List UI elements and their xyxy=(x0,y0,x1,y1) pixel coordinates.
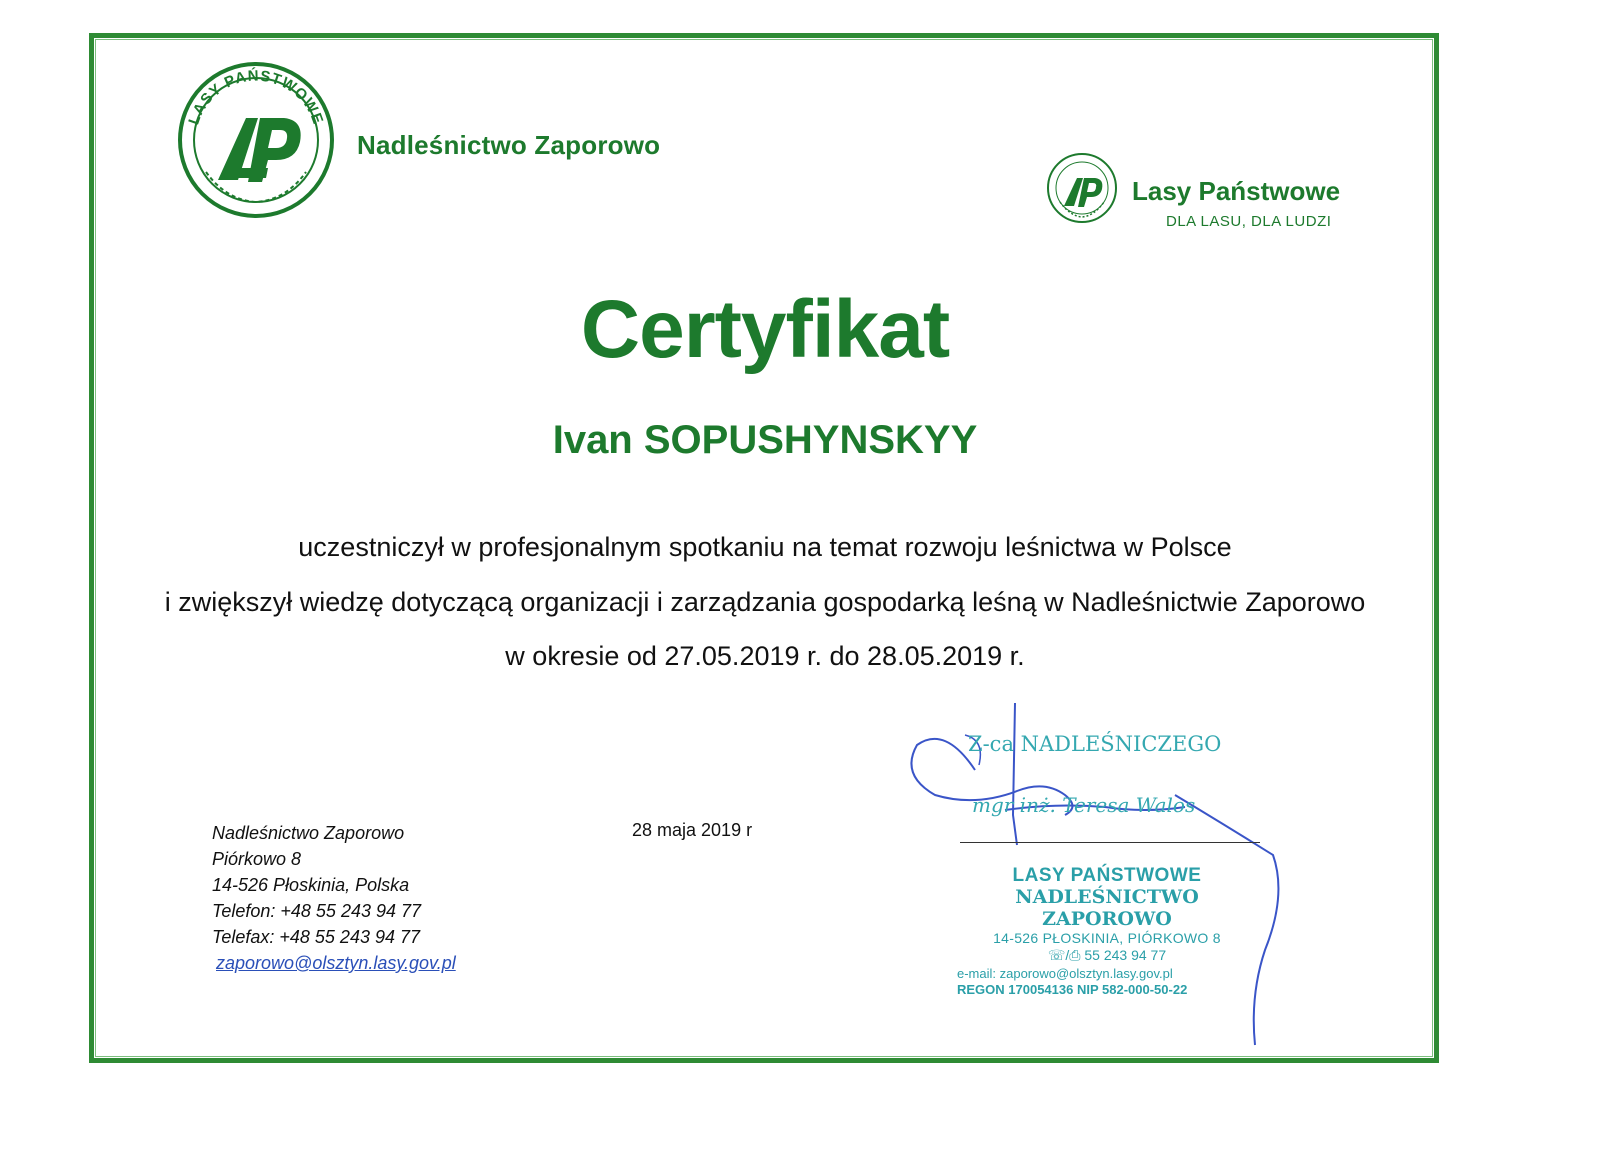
stamp-line-6: REGON 170054136 NIP 582-000-50-22 xyxy=(957,982,1188,997)
address-street: Piórkowo 8 xyxy=(212,849,302,869)
certificate-text-line-2: i zwiększył wiedzę dotyczącą organizacji i zarządzania gospodarką leśną w Nadleśnictwie Zaporowo xyxy=(164,587,1366,617)
stamp-role: Z-ca NADLEŚNICZEGO xyxy=(968,732,1222,756)
lasy-panstwowe-seal-logo xyxy=(176,60,336,220)
address-fax: Telefax: +48 55 243 94 77 xyxy=(212,927,421,947)
recipient-name: Ivan SOPUSHYNSKYY xyxy=(552,418,978,462)
stamp-person: mgr inż. Teresa Walos xyxy=(972,793,1196,817)
address-city: 14-526 Płoskinia, Polska xyxy=(212,875,410,895)
stamp-line-2: NADLEŚNICTWO ZAPOROWO xyxy=(1015,886,1199,930)
email-link[interactable]: zaporowo@olsztyn.lasy.gov.pl xyxy=(216,953,456,973)
signature-line xyxy=(960,842,1260,843)
brand-name: Lasy Państwowe xyxy=(1132,176,1341,206)
certificate-text-line-3: w okresie od 27.05.2019 r. do 28.05.2019 r. xyxy=(505,641,1025,671)
organization-stamp xyxy=(957,865,1257,997)
stamp-line-4: ☏/⎙ 55 243 94 77 xyxy=(1047,947,1167,963)
organization-name: Nadleśnictwo Zaporowo xyxy=(357,130,661,160)
lasy-panstwowe-small-logo xyxy=(1046,152,1118,224)
stamp-line-1: LASY PAŃSTWOWE xyxy=(1012,865,1202,886)
seal-ring-text: LASY PAŃSTWOWE xyxy=(185,67,327,127)
certificate-text-line-1: uczestniczył w profesjonalnym spotkaniu na temat rozwoju leśnictwa w Polsce xyxy=(298,532,1232,562)
certificate-title: Certyfikat xyxy=(580,284,950,375)
address-block xyxy=(212,820,456,976)
brand-tagline: DLA LASU, DLA LUDZI xyxy=(1166,213,1332,230)
address-phone: Telefon: +48 55 243 94 77 xyxy=(212,901,422,921)
issue-date: 28 maja 2019 r xyxy=(632,820,753,840)
stamp-line-5: e-mail: zaporowo@olsztyn.lasy.gov.pl xyxy=(957,966,1173,981)
address-name: Nadleśnictwo Zaporowo xyxy=(212,823,405,843)
stamp-line-3: 14-526 PŁOSKINIA, PIÓRKOWO 8 xyxy=(993,930,1221,946)
